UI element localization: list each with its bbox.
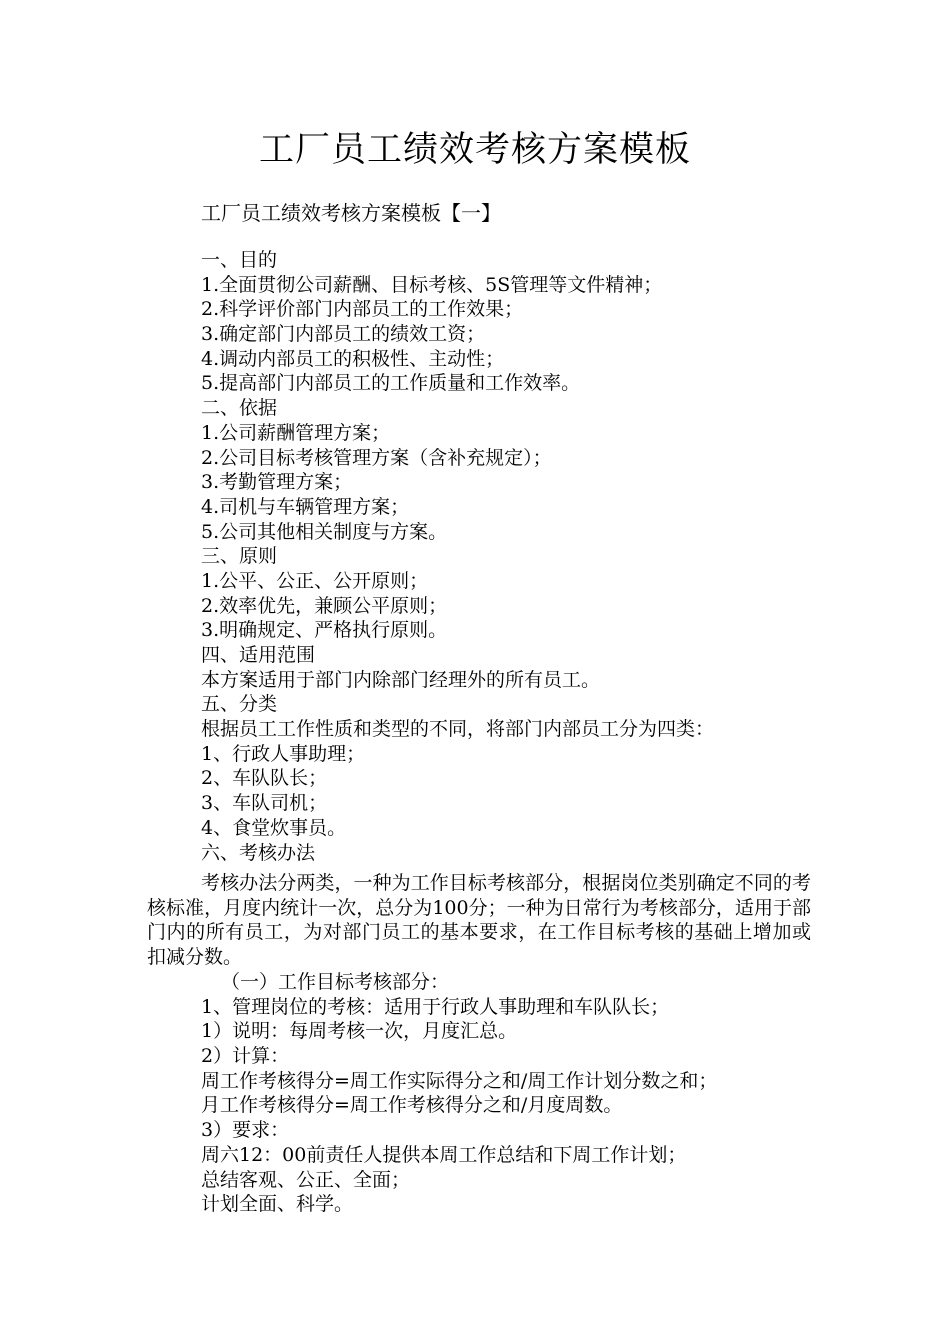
text-line: 总结客观、公正、全面； [201,1168,411,1191]
text-line: 三、原则 [201,545,278,568]
text-line: 本方案适用于部门内除部门经理外的所有员工。 [201,668,601,691]
text-line: 周六12：00前责任人提供本周工作总结和下周工作计划； [201,1143,687,1166]
text-line: 周工作考核得分=周工作实际得分之和/周工作计划分数之和； [201,1069,718,1092]
text-line: 3.明确规定、严格执行原则。 [201,619,448,642]
text-line: 根据员工工作性质和类型的不同，将部门内部员工分为四类： [201,718,715,741]
text-line: 1.全面贯彻公司薪酬、目标考核、5S管理等文件精神； [201,273,663,296]
document-title: 工厂员工绩效考核方案模板 [258,130,691,170]
text-line: 2.公司目标考核管理方案（含补充规定）； [201,446,552,469]
text-line: 3.确定部门内部员工的绩效工资； [201,323,486,346]
text-line: 2、车队队长； [201,767,328,790]
text-line: 六、考核办法 [201,841,316,864]
text-line: 4、食堂炊事员。 [201,816,347,839]
text-line: 1、行政人事助理； [201,742,366,765]
text-line: 五、分类 [201,693,278,716]
text-line: 1.公平、公正、公开原则； [201,569,429,592]
text-line: 3.考勤管理方案； [201,471,353,494]
text-line: 1、管理岗位的考核：适用于行政人事助理和车队队长； [201,995,670,1018]
text-line: 2）计算： [201,1045,290,1068]
text-line: 一、目的 [201,249,278,271]
text-line: 2.科学评价部门内部员工的工作效果； [201,298,524,321]
text-line: 月工作考核得分=周工作考核得分之和/月度周数。 [201,1094,623,1117]
text-line: 1.公司薪酬管理方案； [201,421,391,444]
sub-heading: （一）工作目标考核部分： [221,971,450,993]
text-line: 4.司机与车辆管理方案； [201,495,410,518]
text-line: 5.提高部门内部员工的工作质量和工作效率。 [201,372,581,395]
text-line: 5.公司其他相关制度与方案。 [201,520,448,543]
text-line: 3）要求： [201,1119,290,1142]
body-section-2 [201,970,821,1217]
text-line: 四、适用范围 [201,644,316,666]
assessment-method-paragraph: 考核办法分两类，一种为工作目标考核部分，根据岗位类别确定不同的考核标准，月度内统计一次，总分为100分；一种为日常行为考核部分，适用于部门内的所有员工，为对部门员工的基本要求，在工作目标考核的基础上增加或扣减分数。 [147,872,811,969]
text-line: 二、依据 [201,397,278,420]
text-line: 3、车队司机； [201,792,328,815]
text-line: 4.调动内部员工的积极性、主动性； [201,347,505,370]
text-line: 计划全面、科学。 [201,1193,354,1216]
document-subtitle: 工厂员工绩效考核方案模板【一】 [201,201,501,225]
body-section-1 [201,248,821,865]
text-line: 1）说明：每周考核一次，月度汇总。 [201,1020,518,1043]
text-line: 2.效率优先，兼顾公平原则； [201,594,448,617]
